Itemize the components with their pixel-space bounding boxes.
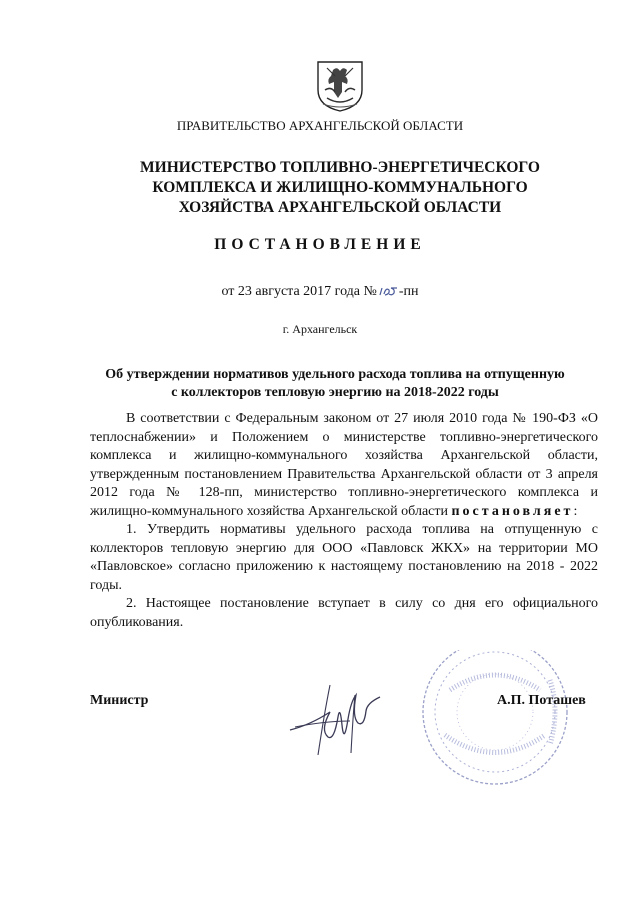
document-date: от 23 августа 2017 года № xyxy=(221,284,377,299)
handwritten-signature xyxy=(285,675,395,755)
preamble-text: В соответствии с Федеральным законом от 27 июля 2010 года № 190-ФЗ «О теплоснабжении» и Положением о министерстве топливно-энергетического комплекса и жилищно-коммунального хозяйства Архангельской области, утвержденным постановлением Правительства Архангельской области от 3 апреля 2012 года № 128-пп, министерство топливно-энергетического комплекса и жилищно-коммунального хозяйства Архангельской области xyxy=(90,411,598,519)
government-name: ПРАВИТЕЛЬСТВО АРХАНГЕЛЬСКОЙ ОБЛАСТИ xyxy=(176,118,464,133)
decree-word: постановляет xyxy=(451,503,574,519)
document-number-suffix: -пн xyxy=(398,284,419,299)
item-2-paragraph: 2. Настоящее постановление вступает в силу со дня его официального опубликования. xyxy=(90,596,598,630)
round-seal-stamp xyxy=(390,650,580,810)
document-body xyxy=(90,410,598,632)
coat-of-arms-icon xyxy=(315,60,365,112)
document-subject xyxy=(70,366,600,402)
document-type: ПОСТАНОВЛЕНИЕ xyxy=(214,236,426,253)
subject-line: с коллекторов тепловую энергию на 2018-2022 годы xyxy=(171,385,499,400)
item-1-paragraph: 1. Утвердить нормативы удельного расхода топлива на отпущенную с коллекторов тепловую энергию для ООО «Павловск ЖКХ» на территории МО «Павловское» согласно приложению к настоящему постановлению на 2018 - 2022 годы. xyxy=(90,522,598,593)
signer-title: Министр xyxy=(90,693,149,708)
document-city: г. Архангельск xyxy=(282,322,358,336)
decree-colon: : xyxy=(573,503,578,519)
preamble-paragraph xyxy=(90,410,598,521)
ministry-name xyxy=(60,158,620,218)
ministry-line: МИНИСТЕРСТВО ТОПЛИВНО-ЭНЕРГЕТИЧЕСКОГО xyxy=(140,159,540,176)
subject-line: Об утверждении нормативов удельного расхода топлива на отпущенную xyxy=(105,367,565,382)
document-dateline xyxy=(0,284,640,300)
ministry-line: ХОЗЯЙСТВА АРХАНГЕЛЬСКОЙ ОБЛАСТИ xyxy=(178,199,502,216)
signer-name: А.П. Поташев xyxy=(497,693,586,708)
ministry-line: КОМПЛЕКСА И ЖИЛИЩНО-КОММУНАЛЬНОГО xyxy=(152,179,528,196)
